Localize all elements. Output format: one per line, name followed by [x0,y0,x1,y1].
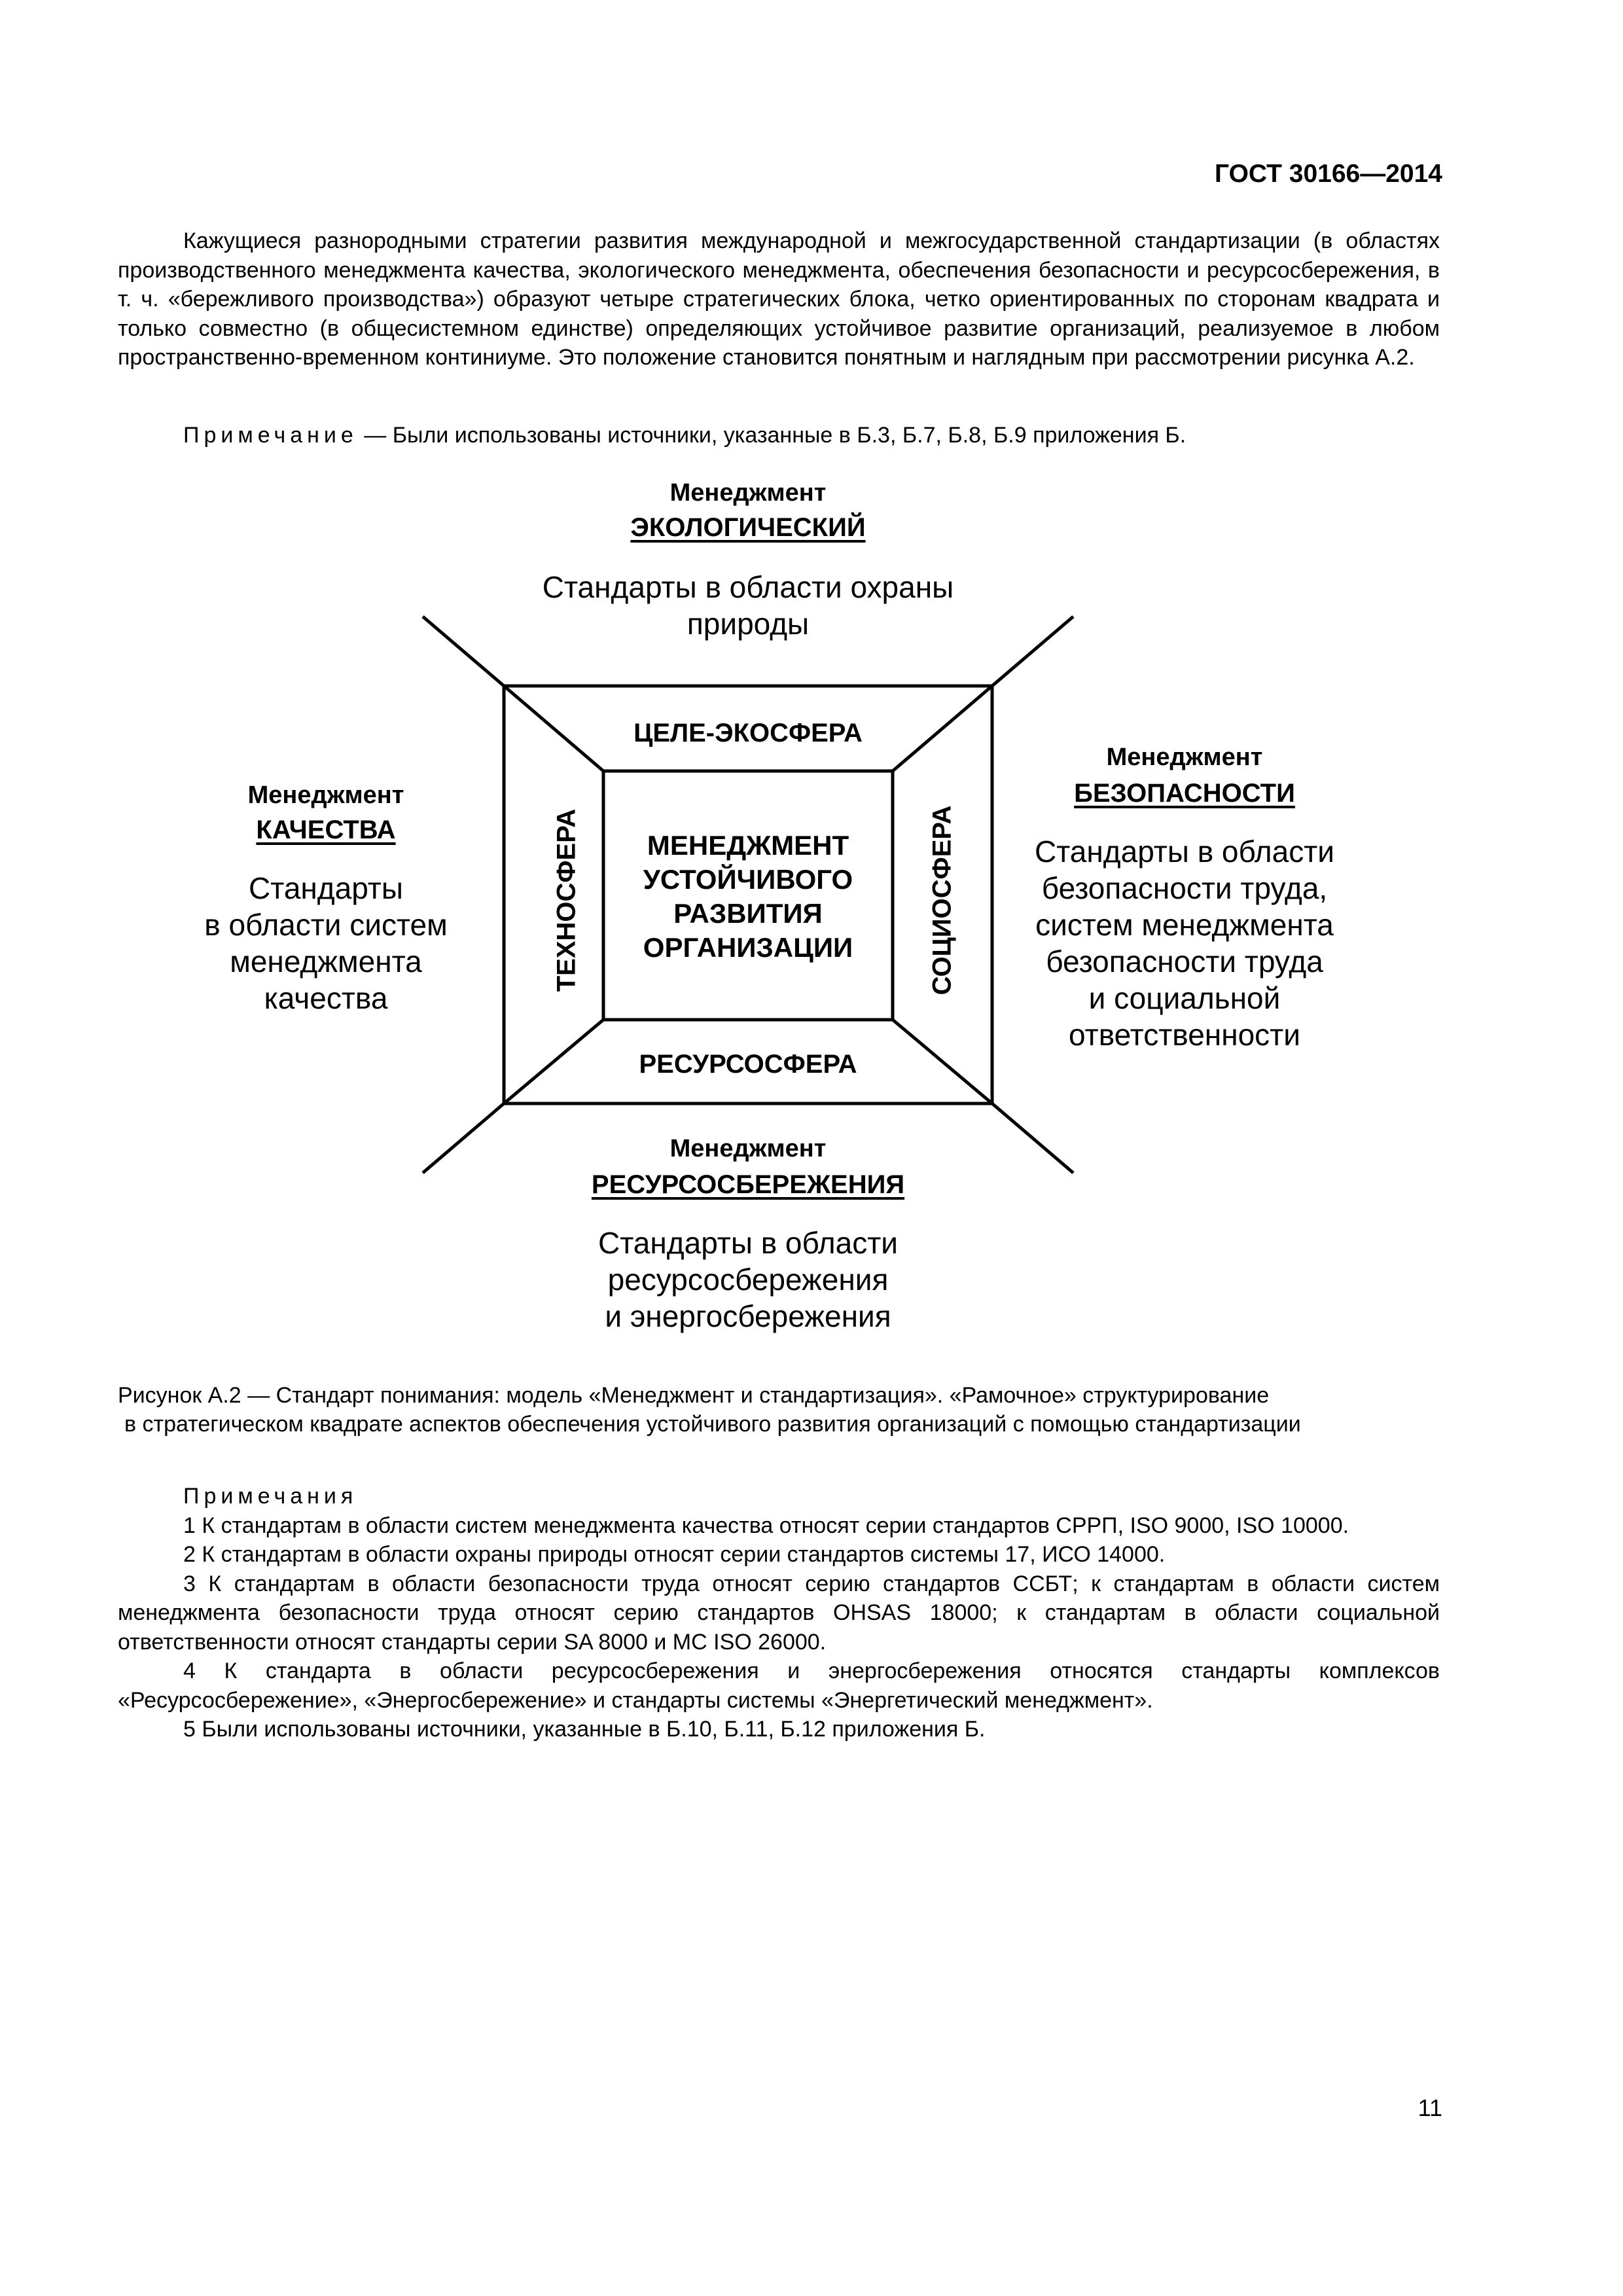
left-line-1: Стандарты [249,871,403,905]
note-item-3: 3 К стандартам в области безопасности труда относят серию стандартов ССБТ; к стандартам в области систем менеджмента безопасности труда относят серию стандартов OHSAS 18000; к стандартам в области социальной ответственности относят стандарты серии SA 8000 и MC ISO 26000. [118,1571,1440,1655]
bottom-title: РЕСУРСОСБЕРЕЖЕНИЯ [591,1170,905,1199]
notes-section [118,1482,1440,1744]
diagonal-br-outer [992,1103,1073,1173]
bottom-line-1: Стандарты в области [598,1226,898,1260]
note-text: — Были использованы источники, указанные в Б.3, Б.7, Б.8, Б.9 приложения Б. [357,423,1186,448]
diagonal-br-inner [893,1020,992,1103]
diagonal-tr-inner [893,686,992,771]
sphere-right: СОЦИОСФЕРА [927,805,957,996]
left-title: КАЧЕСТВА [256,816,396,844]
sphere-bottom: РЕСУРСОСФЕРА [639,1050,857,1079]
bottom-heading: Менеджмент [669,1135,827,1162]
bottom-line-2: ресурсосбережения [607,1263,889,1297]
left-heading: Менеджмент [247,781,404,809]
note-item-1: 1 К стандартам в области систем менеджмента качества относят серии стандартов СРРП, ISO 9000, ISO 10000. [183,1513,1349,1538]
document-header: ГОСТ 30166—2014 [1215,160,1442,188]
right-line-3: систем менеджмента [1035,908,1334,942]
top-heading: Менеджмент [669,479,827,507]
right-line-1: Стандарты в области [1035,834,1334,869]
top-title: ЭКОЛОГИЧЕСКИЙ [630,513,866,542]
intro-paragraph: Кажущиеся разнородными стратегии развития международной и межгосударственной стандартизации (в областях производственного менеджмента качества, экологического менеджмента, обеспечения безопасности и ресурсосбережения, в т. ч. «бережливого производства») образуют четыре стратегических блока, четко ориентированных по сторонам квадрата и только совместно (в общесистемном единстве) определяющих устойчивое развитие организаций, реализуемое в любом пространственно-временном континиуме. Это положение становится понятным и наглядным при рассмотрении рисунка А.2. [118,228,1440,370]
center-line-2: УСТОЙЧИВОГО [643,864,853,895]
right-line-6: ответственности [1069,1018,1300,1052]
center-line-1: МЕНЕДЖМЕНТ [647,830,849,861]
right-title: БЕЗОПАСНОСТИ [1074,779,1295,808]
diagonal-bl-inner [504,1020,603,1103]
page-number: 11 [1418,2094,1442,2121]
note-item-5: 5 Были использованы источники, указанные в Б.10, Б.11, Б.12 приложения Б. [183,1717,986,1742]
caption-line-1: Рисунок А.2 — Стандарт понимания: модель «Менеджмент и стандартизация». «Рамочное» структурирование [118,1383,1270,1408]
note-label: Примечание [183,423,358,448]
left-line-4: качества [264,981,388,1015]
notes-label: Примечания [183,1484,358,1509]
sphere-top: ЦЕЛЕ-ЭКОСФЕРА [633,719,863,747]
right-line-5: и социальной [1088,981,1281,1015]
top-line-1: Стандарты в области охраны [542,570,954,604]
top-line-2: природы [687,607,810,641]
right-heading: Менеджмент [1106,744,1263,771]
left-line-3: менеджмента [230,944,422,978]
left-line-2: в области систем [204,908,448,942]
note-item-2: 2 К стандартам в области охраны природы относят серии стандартов системы 17, ИСО 14000. [183,1542,1166,1567]
inner-square [603,771,893,1020]
center-line-4: ОРГАНИЗАЦИИ [643,932,853,963]
sphere-left: ТЕХНОСФЕРА [552,808,581,992]
figure-caption [118,1381,1505,1439]
diagonal-bl-outer [423,1103,504,1173]
caption-line-2: в стратегическом квадрате аспектов обеспечения устойчивого развития организаций с помощью стандартизации [124,1412,1301,1437]
center-line-3: РАЗВИТИЯ [673,898,823,929]
diagonal-tl-inner [504,686,603,771]
right-line-4: безопасности труда [1046,944,1323,978]
bottom-line-3: и энергосбережения [605,1299,891,1333]
note-item-4: 4 К стандарта в области ресурсосбережения и энергосбережения относятся стандарты комплексов «Ресурсосбережение», «Энергосбережение» и стандарты системы «Энергетический менеджмент». [118,1659,1440,1713]
right-line-2: безопасности труда, [1041,871,1328,905]
